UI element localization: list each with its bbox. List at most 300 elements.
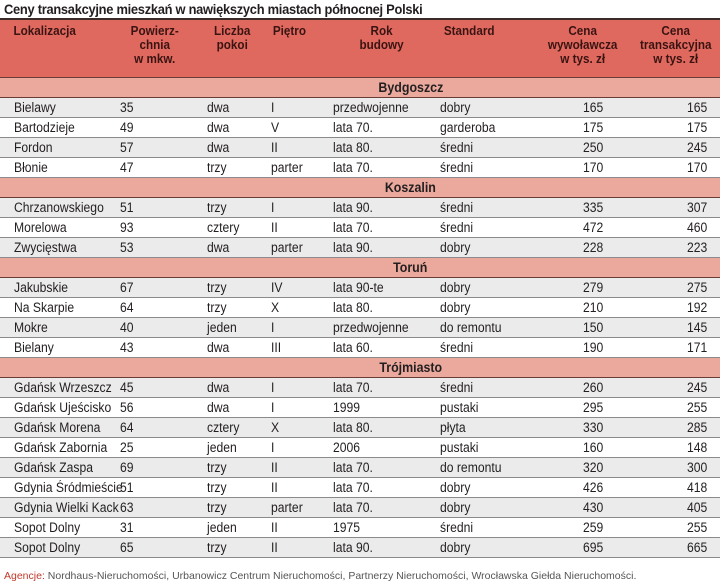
cell-lokalizacja [0,118,112,138]
cell-value: 300 [687,460,708,475]
cell-value: dobry [440,540,471,555]
cell-rok-budowy [328,318,435,338]
cell-value: płyta [440,420,466,435]
cell-powierzchnia [112,478,198,498]
cell-value: dobry [440,300,471,315]
cell-pietro [266,318,328,338]
cell-value: dwa [207,400,230,415]
cell-value: jeden [207,520,237,535]
cell-value: I [271,100,275,115]
cell-powierzchnia [112,498,198,518]
cell-powierzchnia [112,438,198,458]
cell-powierzchnia [112,418,198,438]
table-row [0,138,720,158]
cell-value: X [271,420,280,435]
cell-value: dobry [440,280,471,295]
city-name: Toruń [393,260,428,275]
cell-value: lata 70. [333,500,373,515]
cell-liczba-pokoi [198,298,266,318]
cell-value: V [271,120,280,135]
group-row [0,78,720,98]
cell-cena-wywolawcza [535,158,631,178]
cell-cena-wywolawcza [535,198,631,218]
cell-value: 259 [583,520,604,535]
cell-powierzchnia [112,538,198,558]
cell-value: 56 [120,400,134,415]
cell-powierzchnia [112,238,198,258]
cell-value: 665 [687,540,708,555]
cell-value: przedwojenne [333,320,409,335]
cell-value: trzy [207,280,227,295]
cell-pietro [266,378,328,398]
table-row [0,278,720,298]
city-name: Trójmiasto [379,360,442,375]
city-name: Bydgoszcz [378,80,444,95]
cell-value: 1975 [333,520,361,535]
cell-value: 49 [120,120,134,135]
cell-cena-transakcyjna [631,418,720,438]
group-cell [0,178,720,198]
cell-lokalizacja [0,378,112,398]
cell-liczba-pokoi [198,338,266,358]
cell-powierzchnia [112,378,198,398]
cell-value: Błonie [14,160,48,175]
cell-standard [435,398,535,418]
cell-value: Chrzanowskiego [14,200,104,215]
cell-value: Gdynia Wielki Kack [14,500,119,515]
cell-rok-budowy [328,238,435,258]
cell-value: Mokre [14,320,48,335]
cell-lokalizacja [0,418,112,438]
cell-cena-transakcyjna [631,378,720,398]
cell-value: Bielany [14,340,54,355]
cell-value: dwa [207,100,230,115]
cell-value: 192 [687,300,708,315]
cell-cena-wywolawcza [535,398,631,418]
cell-liczba-pokoi [198,378,266,398]
cell-pietro [266,198,328,218]
cell-value: Gdańsk Morena [14,420,101,435]
cell-powierzchnia [112,338,198,358]
cell-value: 43 [120,340,134,355]
cell-cena-transakcyjna [631,518,720,538]
cell-lokalizacja [0,518,112,538]
cell-value: 25 [120,440,134,455]
group-row [0,178,720,198]
cell-cena-transakcyjna [631,478,720,498]
cell-cena-wywolawcza [535,518,631,538]
cell-value: 460 [687,220,708,235]
cell-liczba-pokoi [198,218,266,238]
cell-value: 405 [687,500,708,515]
cell-lokalizacja [0,98,112,118]
cell-pietro [266,278,328,298]
cell-value: średni [440,220,474,235]
cell-value: średni [440,380,474,395]
cell-value: I [271,200,275,215]
city-name: Koszalin [385,180,437,195]
cell-value: II [271,220,278,235]
cell-value: 31 [120,520,134,535]
cell-rok-budowy [328,138,435,158]
cell-pietro [266,498,328,518]
cell-value: dwa [207,380,230,395]
cell-value: 165 [687,100,708,115]
cell-lokalizacja [0,138,112,158]
cell-value: lata 80. [333,140,373,155]
cell-value: II [271,460,278,475]
cell-value: II [271,520,278,535]
cell-value: Sopot Dolny [14,540,81,555]
cell-cena-wywolawcza [535,278,631,298]
cell-value: 175 [583,120,604,135]
column-header-rok-budowy [328,19,435,78]
cell-powierzchnia [112,298,198,318]
cell-value: jeden [207,320,237,335]
cell-pietro [266,298,328,318]
column-header-label: Cena wywoławcza w tys. zł [548,23,618,66]
cell-value: dwa [207,140,230,155]
column-header-label: Lokalizacja [13,23,76,38]
cell-powierzchnia [112,318,198,338]
cell-value: dobry [440,500,471,515]
cell-standard [435,538,535,558]
cell-value: 307 [687,200,708,215]
group-row [0,358,720,378]
cell-rok-budowy [328,118,435,138]
cell-standard [435,118,535,138]
cell-value: 45 [120,380,134,395]
cell-liczba-pokoi [198,238,266,258]
cell-rok-budowy [328,418,435,438]
cell-value: 171 [687,340,708,355]
cell-value: Gdynia Śródmieście [14,480,123,495]
cell-value: 65 [120,540,134,555]
cell-value: 418 [687,480,708,495]
table-row [0,518,720,538]
cell-lokalizacja [0,278,112,298]
group-cell [0,358,720,378]
cell-value: 57 [120,140,134,155]
cell-value: I [271,440,275,455]
cell-lokalizacja [0,398,112,418]
column-header-powierzchnia [112,19,198,78]
cell-cena-wywolawcza [535,298,631,318]
cell-value: 47 [120,160,134,175]
cell-value: 69 [120,460,134,475]
cell-value: 695 [583,540,604,555]
cell-pietro [266,238,328,258]
cell-cena-transakcyjna [631,138,720,158]
cell-value: 64 [120,420,134,435]
cell-value: lata 80. [333,300,373,315]
cell-value: Gdańsk Wrzeszcz [14,380,112,395]
cell-liczba-pokoi [198,398,266,418]
cell-value: dobry [440,240,471,255]
cell-pietro [266,458,328,478]
cell-rok-budowy [328,538,435,558]
cell-standard [435,458,535,478]
cell-value: trzy [207,500,227,515]
cell-value: Gdańsk Zabornia [14,440,108,455]
cell-cena-transakcyjna [631,438,720,458]
cell-value: 255 [687,400,708,415]
prices-table [0,18,720,558]
cell-value: pustaki [440,440,479,455]
cell-rok-budowy [328,298,435,318]
cell-value: cztery [207,420,240,435]
table-body [0,78,720,558]
cell-liczba-pokoi [198,278,266,298]
cell-value: Bartodzieje [14,120,75,135]
cell-value: 53 [120,240,134,255]
cell-lokalizacja [0,238,112,258]
cell-value: 245 [687,380,708,395]
cell-standard [435,98,535,118]
cell-pietro [266,518,328,538]
cell-value: 245 [687,140,708,155]
cell-value: garderoba [440,120,496,135]
cell-standard [435,518,535,538]
cell-value: 223 [687,240,708,255]
cell-value: Zwycięstwa [14,240,77,255]
cell-lokalizacja [0,198,112,218]
cell-standard [435,438,535,458]
cell-rok-budowy [328,398,435,418]
cell-pietro [266,418,328,438]
cell-rok-budowy [328,338,435,358]
cell-lokalizacja [0,158,112,178]
cell-value: 150 [583,320,604,335]
cell-value: przedwojenne [333,100,409,115]
column-header-cena-wywolawcza [535,19,631,78]
cell-value: 279 [583,280,604,295]
table-row [0,98,720,118]
table-row [0,318,720,338]
cell-value: 170 [687,160,708,175]
cell-cena-wywolawcza [535,118,631,138]
column-header-label: Cena transakcyjna w tys. zł [639,23,712,66]
cell-standard [435,138,535,158]
cell-rok-budowy [328,158,435,178]
cell-value: 170 [583,160,604,175]
cell-value: X [271,300,280,315]
cell-cena-wywolawcza [535,438,631,458]
cell-value: 175 [687,120,708,135]
cell-standard [435,278,535,298]
column-header-label: Piętro [272,23,307,38]
cell-value: 40 [120,320,134,335]
cell-value: trzy [207,300,227,315]
cell-standard [435,198,535,218]
cell-cena-wywolawcza [535,238,631,258]
cell-value: dwa [207,240,230,255]
cell-value: 275 [687,280,708,295]
cell-value: Bielawy [14,100,56,115]
cell-liczba-pokoi [198,538,266,558]
table-row [0,158,720,178]
cell-value: 426 [583,480,604,495]
cell-cena-wywolawcza [535,138,631,158]
cell-lokalizacja [0,438,112,458]
table-row [0,338,720,358]
cell-lokalizacja [0,498,119,518]
cell-value: lata 70. [333,120,373,135]
source-note [4,568,636,584]
cell-rok-budowy [328,98,435,118]
cell-value: I [271,400,275,415]
cell-cena-wywolawcza [535,478,631,498]
cell-value: do remontu [440,460,502,475]
cell-cena-wywolawcza [535,98,631,118]
cell-liczba-pokoi [198,458,266,478]
cell-standard [435,218,535,238]
cell-pietro [266,438,328,458]
cell-powierzchnia [112,98,198,118]
cell-value: Gdańsk Zaspa [14,460,94,475]
cell-rok-budowy [328,198,435,218]
cell-cena-transakcyjna [631,118,720,138]
cell-value: 335 [583,200,604,215]
table-row [0,218,720,238]
cell-cena-wywolawcza [535,378,631,398]
cell-value: cztery [207,220,240,235]
cell-value: Fordon [14,140,53,155]
cell-standard [435,478,535,498]
cell-liczba-pokoi [198,118,266,138]
cell-value: II [271,480,278,495]
cell-standard [435,498,535,518]
cell-value: Sopot Dolny [14,520,81,535]
cell-value: lata 70. [333,480,373,495]
cell-value: 210 [583,300,604,315]
cell-cena-transakcyjna [631,318,720,338]
cell-cena-transakcyjna [631,158,720,178]
cell-value: średni [440,520,474,535]
cell-cena-transakcyjna [631,458,720,478]
group-cell [0,78,720,98]
table-row [0,418,720,438]
cell-pietro [266,118,328,138]
cell-rok-budowy [328,378,435,398]
table-row [0,378,720,398]
cell-value: średni [440,140,474,155]
cell-lokalizacja [0,538,112,558]
cell-cena-transakcyjna [631,498,720,518]
cell-powierzchnia [112,218,198,238]
cell-value: lata 70. [333,220,373,235]
table-row [0,458,720,478]
column-header-lokalizacja [0,19,112,78]
column-header-cena-transakcyjna [631,19,720,78]
column-header-label: Standard [443,23,495,38]
cell-value: lata 90. [333,240,373,255]
cell-cena-transakcyjna [631,198,720,218]
cell-lokalizacja [0,318,112,338]
cell-cena-transakcyjna [631,98,720,118]
cell-value: 165 [583,100,604,115]
cell-value: trzy [207,540,227,555]
cell-cena-wywolawcza [535,538,631,558]
cell-value: 295 [583,400,604,415]
cell-rok-budowy [328,478,435,498]
cell-powierzchnia [112,118,198,138]
cell-rok-budowy [328,518,435,538]
cell-cena-transakcyjna [631,338,720,358]
cell-pietro [266,98,328,118]
cell-value: lata 60. [333,340,373,355]
cell-value: 285 [687,420,708,435]
cell-liczba-pokoi [198,478,266,498]
table-row [0,538,720,558]
table-row [0,498,720,518]
cell-value: 330 [583,420,604,435]
cell-standard [435,158,535,178]
source-text: Nordhaus-Nieruchomości, Urbanowicz Centrum Nieruchomości, Partnerzy Nieruchomości, Wrocławska Giełda Nieruchomości. [44,570,637,582]
column-header-liczba-pokoi [198,19,266,78]
cell-value: 148 [687,440,708,455]
cell-pietro [266,158,328,178]
table-row [0,198,720,218]
cell-value: Na Skarpie [14,300,75,315]
cell-value: do remontu [440,320,502,335]
cell-cena-wywolawcza [535,318,631,338]
cell-value: dwa [207,120,230,135]
cell-value: 64 [120,300,134,315]
cell-value: 1999 [333,400,361,415]
table-row [0,438,720,458]
cell-standard [435,378,535,398]
table-row [0,398,720,418]
cell-value: parter [271,160,303,175]
cell-powierzchnia [112,278,198,298]
column-header-pietro [266,19,328,78]
cell-value: 63 [120,500,134,515]
cell-value: Gdańsk Ujeścisko [14,400,112,415]
cell-value: pustaki [440,400,479,415]
cell-value: 190 [583,340,604,355]
cell-value: 2006 [333,440,361,455]
cell-value: lata 70. [333,460,373,475]
cell-value: lata 70. [333,380,373,395]
cell-liczba-pokoi [198,198,266,218]
cell-value: III [271,340,282,355]
column-header-label: Rok budowy [359,23,404,52]
cell-value: średni [440,200,474,215]
cell-value: 35 [120,100,134,115]
cell-value: parter [271,240,303,255]
cell-value: 228 [583,240,604,255]
cell-rok-budowy [328,438,435,458]
table-title: Ceny transakcyjne mieszkań w nawiększych miastach północnej Polski [4,1,423,17]
cell-value: lata 70. [333,160,373,175]
cell-cena-wywolawcza [535,458,631,478]
cell-value: średni [440,160,474,175]
group-row [0,258,720,278]
cell-value: dobry [440,100,471,115]
cell-liczba-pokoi [198,158,266,178]
cell-cena-wywolawcza [535,498,631,518]
cell-cena-transakcyjna [631,278,720,298]
cell-powierzchnia [112,398,198,418]
cell-cena-transakcyjna [631,298,720,318]
cell-value: I [271,320,275,335]
cell-cena-wywolawcza [535,218,631,238]
cell-value: lata 90. [333,540,373,555]
cell-value: 255 [687,520,708,535]
cell-standard [435,298,535,318]
cell-pietro [266,218,328,238]
